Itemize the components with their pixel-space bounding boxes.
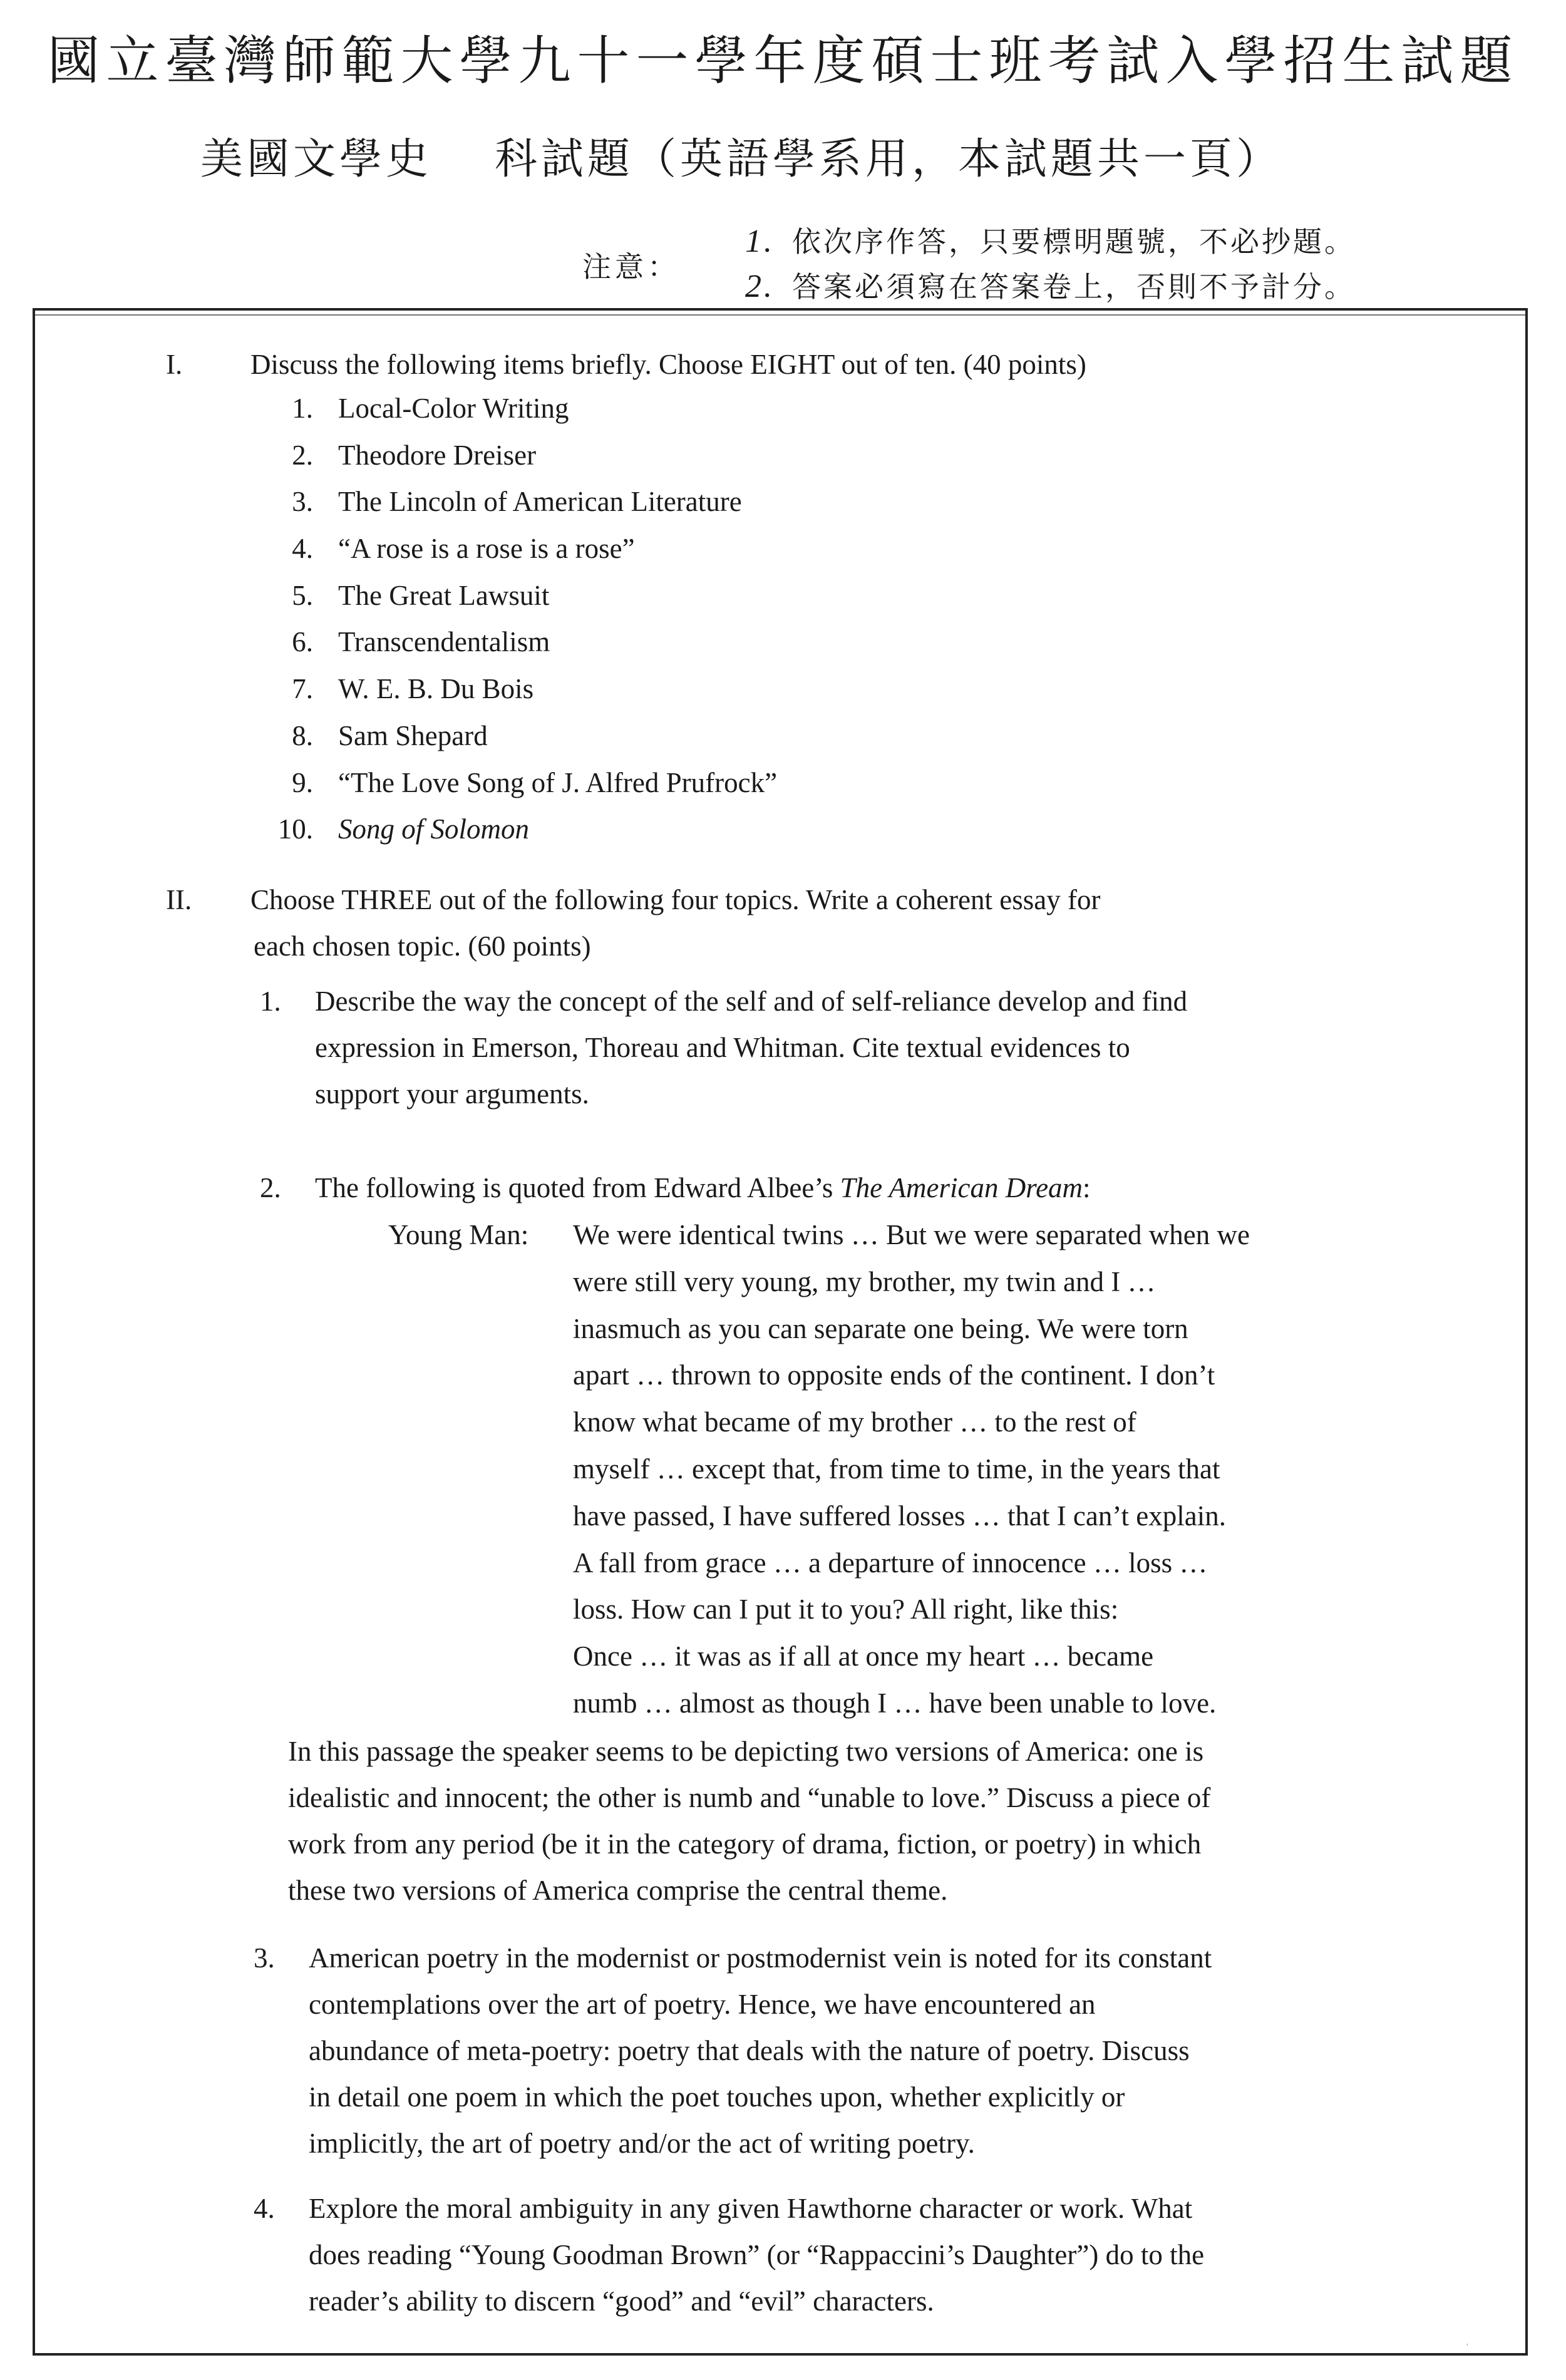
text-line: reader’s ability to discern “good” and “evil” characters. bbox=[309, 2285, 934, 2317]
quote-line: numb … almost as though I … have been unable to love. bbox=[573, 1687, 1217, 1719]
item-number: 4. bbox=[292, 533, 313, 565]
topic-intro bbox=[315, 1165, 1342, 1211]
quote-line: Once … it was as if all at once my heart … became bbox=[573, 1641, 1154, 1672]
text-line: does reading “Young Goodman Brown” (or “Rappaccini’s Daughter”) do to the bbox=[309, 2239, 1205, 2270]
intro-suffix: : bbox=[1083, 1172, 1091, 1203]
text-line: implicitly, the art of poetry and/or the act of writing poetry. bbox=[309, 2128, 975, 2159]
notice-item bbox=[745, 264, 1496, 309]
quote-line: A fall from grace … a departure of innocence … loss … bbox=[573, 1547, 1208, 1579]
text-line: these two versions of America comprise the central theme. bbox=[288, 1875, 948, 1906]
list-item bbox=[263, 713, 777, 760]
item-text: Transcendentalism bbox=[338, 626, 550, 658]
text-line: contemplations over the art of poetry. Hence, we have encountered an bbox=[309, 1989, 1096, 2020]
quote-speaker: Young Man: bbox=[388, 1219, 529, 1250]
list-item bbox=[263, 478, 777, 525]
item-text: “A rose is a rose is a rose” bbox=[338, 533, 635, 565]
quote-block bbox=[573, 1212, 1250, 1727]
text-line: In this passage the speaker seems to be depicting two versions of America: one is bbox=[288, 1736, 1204, 1767]
notice-number: 2. bbox=[745, 269, 775, 304]
item-number: 10. bbox=[277, 813, 313, 845]
list-item bbox=[263, 525, 777, 572]
topic-text bbox=[309, 1935, 1336, 2166]
item-number: 2. bbox=[292, 439, 313, 471]
work-title: The American Dream bbox=[840, 1172, 1083, 1203]
item-text: The Great Lawsuit bbox=[338, 579, 550, 611]
text-line: work from any period (be it in the category of drama, fiction, or poetry) in which bbox=[288, 1828, 1202, 1860]
item-number: 9. bbox=[292, 766, 313, 798]
text-line: in detail one poem in which the poet touches upon, whether explicitly or bbox=[309, 2081, 1125, 2113]
notice-text: 依次序作答，只要標明題號，不必抄題。 bbox=[792, 225, 1356, 259]
topic-text bbox=[315, 978, 1342, 1117]
quote-line: have passed, I have suffered losses … that I can’t explain. bbox=[573, 1500, 1226, 1532]
topic-number: 4. bbox=[254, 2193, 275, 2224]
topic-text bbox=[309, 2185, 1336, 2324]
quote-line: loss. How can I put it to you? All right, like this: bbox=[573, 1594, 1119, 1625]
item-text: Song of Solomon bbox=[338, 813, 530, 845]
list-item bbox=[263, 760, 777, 806]
section-2-number: II. bbox=[166, 884, 192, 915]
section-2-instruction-line: Choose THREE out of the following four topics. Write a coherent essay for bbox=[250, 884, 1101, 915]
subject-name: 美國文學史 bbox=[200, 135, 433, 184]
quote-line: were still very young, my brother, my twin and I … bbox=[573, 1265, 1156, 1297]
notice-item bbox=[745, 219, 1496, 264]
list-item bbox=[263, 806, 777, 853]
text-line: abundance of meta-poetry: poetry that deals with the nature of poetry. Discuss bbox=[309, 2035, 1190, 2066]
item-text: The Lincoln of American Literature bbox=[338, 486, 742, 518]
topic-number: 3. bbox=[254, 1942, 275, 1974]
section-1-items bbox=[263, 385, 777, 853]
quote-line: We were identical twins … But we were separated when we bbox=[573, 1219, 1250, 1250]
item-text: Theodore Dreiser bbox=[338, 439, 537, 471]
notice-label: 注意： bbox=[582, 250, 680, 284]
topic-number: 1. bbox=[260, 986, 281, 1017]
list-item bbox=[263, 385, 777, 432]
intro-prefix: The following is quoted from Edward Albee’s bbox=[315, 1172, 840, 1203]
notice-list bbox=[745, 219, 1496, 309]
item-number: 1. bbox=[292, 393, 313, 424]
scan-speck: ˈ bbox=[1465, 2342, 1470, 2356]
subject-note: 科試題（英語學系用，本試題共一頁） bbox=[495, 135, 1283, 184]
quote-line: apart … thrown to opposite ends of the continent. I don’t bbox=[573, 1359, 1215, 1391]
item-number: 8. bbox=[292, 719, 313, 751]
quote-line: myself … except that, from time to time, in the years that bbox=[573, 1453, 1220, 1485]
text-line: American poetry in the modernist or postmodernist vein is noted for its constant bbox=[309, 1942, 1212, 1974]
item-text: Local-Color Writing bbox=[338, 393, 569, 424]
item-text: “The Love Song of J. Alfred Prufrock” bbox=[338, 766, 778, 798]
item-number: 7. bbox=[292, 673, 313, 705]
section-1-number: I. bbox=[166, 349, 183, 380]
notice-number: 1. bbox=[745, 224, 775, 259]
item-text: W. E. B. Du Bois bbox=[338, 673, 534, 705]
text-line: Explore the moral ambiguity in any given Hawthorne character or work. What bbox=[309, 2193, 1193, 2224]
item-number: 3. bbox=[292, 486, 313, 518]
section-2-instruction-line: each chosen topic. (60 points) bbox=[254, 930, 591, 962]
list-item bbox=[263, 619, 777, 666]
exam-subtitle bbox=[200, 125, 1282, 186]
text-line: idealistic and innocent; the other is numb and “unable to love.” Discuss a piece of bbox=[288, 1782, 1211, 1813]
list-item bbox=[263, 572, 777, 619]
section-1-instruction: Discuss the following items briefly. Choose EIGHT out of ten. (40 points) bbox=[250, 349, 1086, 380]
list-item bbox=[263, 432, 777, 479]
quote-line: know what became of my brother … to the rest of bbox=[573, 1406, 1136, 1438]
topic-2-prompt bbox=[288, 1728, 1352, 1914]
text-line: expression in Emerson, Thoreau and Whitman. Cite textual evidences to bbox=[315, 1032, 1130, 1063]
item-number: 5. bbox=[292, 579, 313, 611]
quote-line: inasmuch as you can separate one being. We were torn bbox=[573, 1312, 1188, 1344]
list-item bbox=[263, 666, 777, 713]
item-text: Sam Shepard bbox=[338, 719, 488, 751]
item-number: 6. bbox=[292, 626, 313, 658]
exam-title: 國立臺灣師範大學九十一學年度碩士班考試入學招生試題 bbox=[47, 30, 1519, 91]
text-line: Describe the way the concept of the self and of self-reliance develop and find bbox=[315, 986, 1188, 1017]
notice-text: 答案必須寫在答案卷上，否則不予計分。 bbox=[792, 270, 1356, 304]
topic-number: 2. bbox=[260, 1172, 281, 1203]
text-line: support your arguments. bbox=[315, 1078, 589, 1110]
